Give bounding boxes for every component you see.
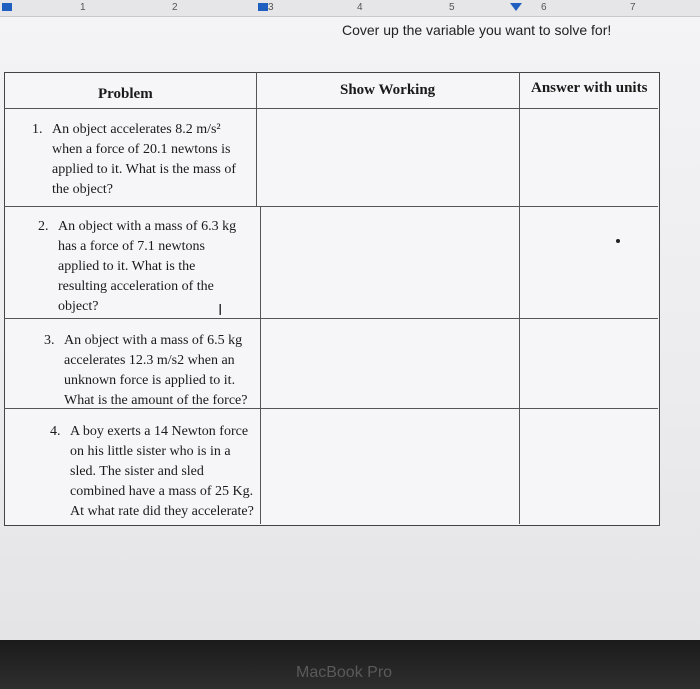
answer-cell-2[interactable] xyxy=(521,208,657,317)
ruler-number: 3 xyxy=(268,2,274,13)
document-ruler[interactable] xyxy=(0,0,700,17)
problem-1[interactable] xyxy=(32,120,237,200)
problem-line: A boy exerts a 14 Newton force xyxy=(70,424,249,439)
ruler-number: 1 xyxy=(80,2,86,13)
problem-line: resulting acceleration of the xyxy=(58,279,214,294)
problem-number: 2. xyxy=(38,219,49,234)
ruler-number: 2 xyxy=(172,2,178,13)
working-cell-2[interactable] xyxy=(262,208,518,317)
tab-stop-marker[interactable] xyxy=(510,3,522,11)
problem-line: applied to it. What is the mass of xyxy=(52,162,237,177)
header-show-working: Show Working xyxy=(340,82,436,98)
problem-line: when a force of 20.1 newtons is xyxy=(52,142,231,157)
text-cursor-icon: I xyxy=(218,302,223,319)
problem-line: An object with a mass of 6.3 kg xyxy=(58,219,237,234)
ruler-number: 5 xyxy=(449,2,455,13)
working-cell-3[interactable] xyxy=(262,320,518,407)
laptop-brand-label: MacBook Pro xyxy=(296,664,393,681)
left-indent-marker[interactable] xyxy=(2,3,12,11)
problem-line: the object? xyxy=(52,182,114,197)
header-problem: Problem xyxy=(98,86,153,102)
working-cell-4[interactable] xyxy=(262,410,518,523)
problem-line: An object accelerates 8.2 m/s² xyxy=(52,122,221,137)
row-divider xyxy=(4,108,658,109)
header-answer-with-units: Answer with units xyxy=(531,80,648,96)
instruction-text: Cover up the variable you want to solve for! xyxy=(342,22,612,38)
row-divider xyxy=(4,318,658,319)
answer-cell-3[interactable] xyxy=(521,320,657,407)
answer-cell-1[interactable] xyxy=(521,110,657,205)
answer-cell-4[interactable] xyxy=(521,410,657,523)
problem-line: At what rate did they accelerate? xyxy=(70,504,254,519)
problem-line: An object with a mass of 6.5 kg xyxy=(64,333,243,348)
problem-line: object? xyxy=(58,299,99,314)
ruler-number: 4 xyxy=(357,2,363,13)
problem-4[interactable] xyxy=(50,422,254,522)
ruler-number: 7 xyxy=(630,2,636,13)
problem-number: 1. xyxy=(32,122,43,137)
problem-line: combined have a mass of 25 Kg. xyxy=(70,484,254,499)
column-divider xyxy=(260,206,261,524)
stray-dot xyxy=(616,239,620,243)
ruler-number: 6 xyxy=(541,2,547,13)
problem-number: 3. xyxy=(44,333,55,348)
column-marker[interactable] xyxy=(258,3,268,11)
problem-3[interactable] xyxy=(44,331,248,411)
problem-line: What is the amount of the force? xyxy=(64,393,248,408)
problem-line: on his little sister who is in a xyxy=(70,444,231,459)
problem-line: accelerates 12.3 m/s2 when an xyxy=(64,353,235,368)
problem-line: sled. The sister and sled xyxy=(70,464,204,479)
problem-line: unknown force is applied to it. xyxy=(64,373,236,388)
column-divider xyxy=(256,72,257,206)
working-cell-1[interactable] xyxy=(262,110,518,205)
problem-number: 4. xyxy=(50,424,61,439)
problem-line: applied to it. What is the xyxy=(58,259,196,274)
column-divider xyxy=(519,72,520,524)
row-divider xyxy=(4,206,658,207)
problem-2[interactable] xyxy=(38,217,237,317)
problem-line: has a force of 7.1 newtons xyxy=(58,239,205,254)
